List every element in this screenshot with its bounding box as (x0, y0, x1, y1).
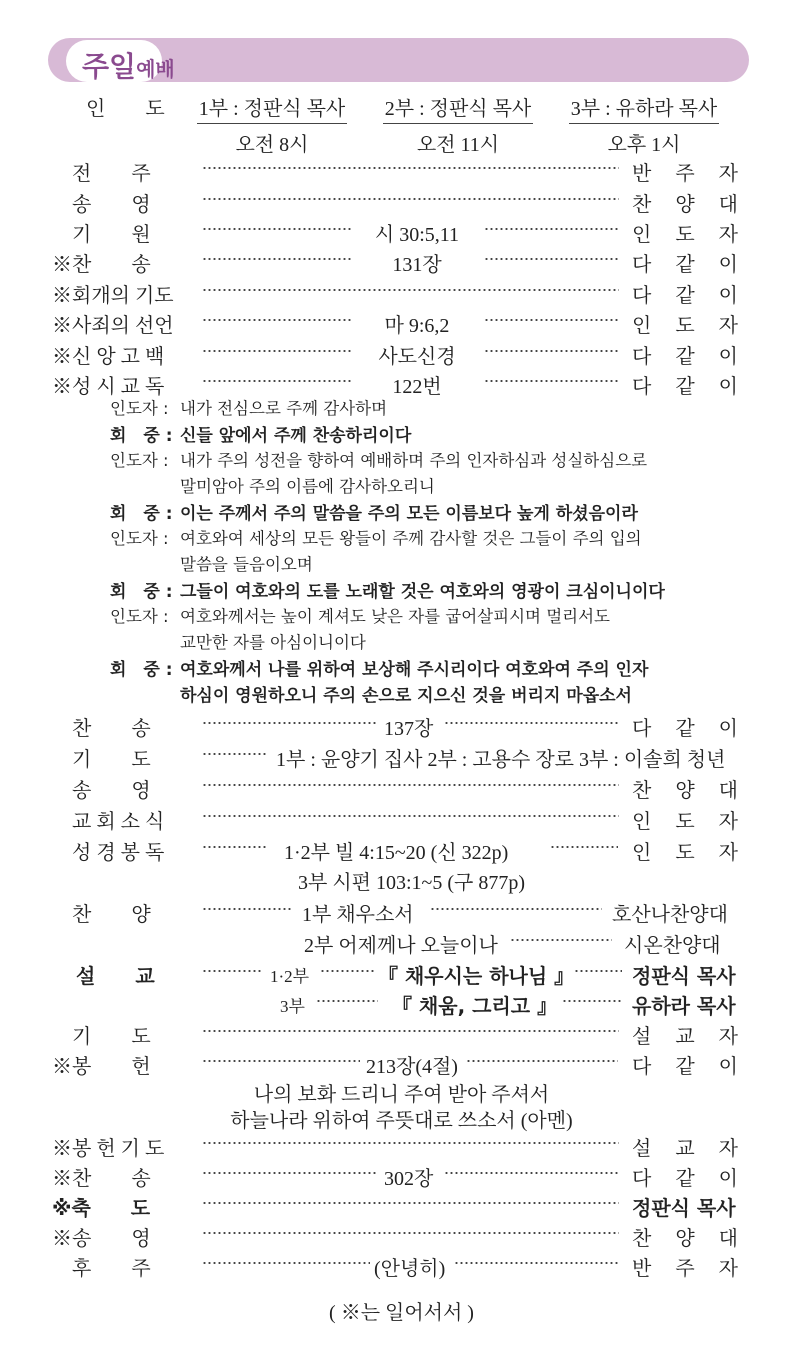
order-detail: 1부 : 윤양기 집사 2부 : 고용수 장로 3부 : 이솔희 청년 (276, 749, 726, 771)
response-text: 말씀을 들음이오며 (180, 555, 313, 574)
response-text: 말미암아 주의 이름에 감사하오리니 (180, 477, 435, 496)
order-role: 정판식 목사 (632, 1196, 736, 1220)
leader-dots (320, 970, 376, 972)
order-role: 인 도 자 (632, 315, 740, 337)
responder-label: 인도자 : (110, 529, 169, 548)
order-role: 다 같 이 (632, 254, 740, 276)
order-row-postlude (52, 1252, 742, 1282)
order-label: 후 주 (72, 1258, 151, 1280)
response-leader (110, 473, 435, 497)
order-row-news (52, 805, 742, 835)
order-role: 다 같 이 (632, 285, 740, 307)
order-label: ※봉 헌 (52, 1056, 151, 1078)
offering-lyric-2: 하늘나라 위하여 주뜻대로 쓰소서 (아멘) (230, 1110, 573, 1132)
order-role: 다 같 이 (632, 1168, 740, 1190)
order-label: 송 영 (72, 194, 151, 216)
order-label: ※찬 송 (52, 1168, 151, 1190)
section-title (82, 45, 175, 85)
response-leader (110, 447, 647, 471)
order-row-offering (52, 1050, 742, 1080)
order-role: 다 같 이 (632, 346, 740, 368)
order-row-anthem (52, 898, 742, 928)
response-text: 여호와여 세상의 모든 왕들이 주께 감사할 것은 그들이 주의 입의 (180, 529, 642, 548)
order-row-reading-2 (52, 866, 742, 896)
order-label: ※신 앙 고 백 (52, 346, 165, 368)
leader-dots (454, 1262, 619, 1264)
leader-dots (444, 1172, 619, 1174)
response-text: 여호와께서는 높이 계셔도 낮은 자를 굽어살피시며 멀리서도 (180, 607, 610, 626)
leader-dots (484, 319, 619, 321)
leader-dots (510, 939, 612, 941)
order-row-doxology-2 (52, 1222, 742, 1252)
leader-dots (316, 1000, 378, 1002)
response-leader (110, 525, 642, 549)
order-role: 정판식 목사 (632, 964, 736, 988)
order-row (52, 218, 742, 248)
responder-label: 회 중 : (110, 426, 173, 446)
order-detail: 3부 (280, 997, 305, 1016)
responder-label: 인도자 : (110, 451, 169, 470)
service-2-leader: 2부 : 정판식 목사 (383, 92, 533, 124)
leader-dots (444, 722, 619, 724)
order-row-doxology (52, 774, 742, 804)
order-detail: 213장(4절) (366, 1056, 458, 1078)
order-row-offering-prayer (52, 1132, 742, 1162)
leader-dots (574, 970, 622, 972)
order-row-anthem-2 (52, 929, 742, 959)
order-role: 인 도 자 (632, 224, 740, 246)
order-role: 설 교 자 (632, 1026, 740, 1048)
response-text: 그들이 여호와의 도를 노래할 것은 여호와의 영광이 크심이니이다 (180, 582, 665, 602)
order-role: 찬 양 대 (632, 1228, 740, 1250)
order-label: 송 영 (72, 780, 151, 802)
response-text: 여호와께서 나를 위하여 보상해 주시리이다 여호와여 주의 인자 (180, 660, 649, 680)
order-detail: 1·2부 (270, 967, 310, 986)
service-2 (383, 92, 533, 157)
response-congregation (110, 655, 648, 680)
order-label: ※축 도 (52, 1196, 151, 1220)
order-detail: 사도신경 (378, 346, 456, 368)
response-text: 하심이 영원하오니 주의 손으로 지으신 것을 버리지 마옵소서 (180, 686, 632, 706)
order-detail: 시 30:5,11 (374, 224, 460, 246)
order-role: 설 교 자 (632, 1138, 740, 1160)
service-3-leader: 3부 : 유하라 목사 (569, 92, 719, 124)
leader-dots (484, 258, 619, 260)
leader-dots (202, 319, 352, 321)
order-label: 기 도 (72, 749, 151, 771)
order-label: ※찬 송 (52, 254, 151, 276)
order-detail: 2부 어제께나 오늘이나 (304, 935, 498, 957)
order-role: 다 같 이 (632, 376, 740, 398)
order-row-hymn (52, 712, 742, 742)
section-title-main: 주일 (82, 50, 137, 83)
response-text: 이는 주께서 주의 말씀을 주의 모든 이름보다 높게 하셨음이라 (180, 504, 638, 524)
response-leader (110, 395, 387, 419)
service-1-time: 오전 8시 (235, 134, 309, 156)
response-leader (110, 629, 366, 653)
order-detail: 마 9:6,2 (384, 315, 450, 337)
order-role: 다 같 이 (632, 718, 740, 740)
leader-dots (202, 908, 292, 910)
leader-dots (202, 167, 619, 169)
responder-label: 회 중 : (110, 660, 173, 680)
order-detail: 137장 (384, 718, 434, 740)
order-role: 호산나찬양대 (612, 904, 728, 926)
leader-dots (202, 258, 352, 260)
response-text: 내가 전심으로 주께 감사하며 (180, 399, 388, 418)
leader-dots (202, 1172, 377, 1174)
order-detail: 131장 (392, 254, 442, 276)
leader-dots (202, 1202, 619, 1204)
service-1 (197, 92, 347, 157)
order-role: 반 주 자 (632, 1258, 740, 1280)
order-label: ※사죄의 선언 (52, 315, 174, 337)
responder-label: 인도자 : (110, 607, 169, 626)
order-role: 찬 양 대 (632, 194, 740, 216)
order-label: 성 경 봉 독 (72, 842, 165, 864)
order-row-sermon-2 (52, 990, 742, 1020)
order-row (52, 248, 742, 278)
leader-dots (202, 784, 619, 786)
order-label: ※성 시 교 독 (52, 376, 165, 398)
leader-dots (202, 228, 352, 230)
leader-dots (202, 1030, 619, 1032)
leader-dots (430, 908, 602, 910)
sermon-title: 『 채움, 그리고 』 (392, 994, 558, 1018)
response-congregation (110, 421, 411, 446)
leader-dots (202, 289, 619, 291)
order-row (52, 279, 742, 309)
service-3-time: 오후 1시 (607, 134, 681, 156)
offering-lyric-1: 나의 보화 드리니 주여 받아 주셔서 (253, 1084, 550, 1106)
leader-dots (202, 380, 352, 382)
order-label: 기 원 (72, 224, 151, 246)
response-leader (110, 551, 313, 575)
order-row-hymn-2 (52, 1162, 742, 1192)
responder-label: 회 중 : (110, 582, 173, 602)
response-congregation (110, 577, 665, 602)
order-label: ※송 영 (52, 1228, 151, 1250)
response-text: 신들 앞에서 주께 찬송하리이다 (180, 426, 412, 446)
service-2-time: 오전 11시 (416, 134, 500, 156)
leader-dots (202, 815, 619, 817)
order-detail: 122번 (392, 376, 442, 398)
leader-dots (202, 1232, 619, 1234)
order-row-benediction (52, 1192, 742, 1222)
order-label: 교 회 소 식 (72, 811, 165, 833)
order-role: 찬 양 대 (632, 780, 740, 802)
leader-dots (202, 753, 267, 755)
service-1-leader: 1부 : 정판식 목사 (197, 92, 347, 124)
responder-label: 인도자 : (110, 399, 169, 418)
order-row-reading (52, 836, 742, 866)
leader-dots (562, 1000, 622, 1002)
order-row-sermon (52, 960, 742, 990)
order-row (52, 340, 742, 370)
leader-dots (484, 228, 619, 230)
response-congregation (110, 681, 632, 706)
leader-dots (202, 722, 377, 724)
order-row (52, 309, 742, 339)
order-detail: 1·2부 빌 4:15~20 (신 322p) (284, 842, 509, 864)
order-label: 전 주 (72, 163, 151, 185)
order-row (52, 188, 742, 218)
leader-dots (202, 198, 619, 200)
order-row (52, 157, 742, 187)
order-row-prayer (52, 743, 742, 773)
leader-dots (202, 970, 262, 972)
order-detail: 1부 채우소서 (302, 904, 414, 926)
leader-dots (466, 1060, 618, 1062)
responder-label: 회 중 : (110, 504, 173, 524)
leader-dots (202, 1060, 360, 1062)
service-3 (569, 92, 719, 157)
order-label: 찬 양 (72, 904, 151, 926)
order-role: 인 도 자 (632, 842, 740, 864)
response-congregation (110, 499, 638, 524)
order-row-prayer-2 (52, 1020, 742, 1050)
leaders-label: 인 도 (86, 98, 165, 120)
leader-dots (202, 1142, 619, 1144)
order-role: 다 같 이 (632, 1056, 740, 1078)
order-role: 유하라 목사 (632, 994, 736, 1018)
standing-note: ( ※는 일어서서 ) (329, 1302, 474, 1324)
leader-dots (202, 846, 267, 848)
order-role: 반 주 자 (632, 163, 740, 185)
sermon-title: 『 채우시는 하나님 』 (378, 964, 575, 988)
order-label: 기 도 (72, 1026, 151, 1048)
leader-dots (202, 1262, 370, 1264)
order-label: 설 교 (76, 964, 155, 988)
section-title-sub: 예배 (136, 57, 175, 81)
order-label: 찬 송 (72, 718, 151, 740)
order-role: 시온찬양대 (624, 935, 721, 957)
response-text: 교만한 자를 아심이니이다 (180, 633, 366, 652)
order-label: ※봉 헌 기 도 (52, 1138, 165, 1160)
order-detail: 3부 시편 103:1~5 (구 877p) (298, 872, 525, 894)
response-leader (110, 603, 610, 627)
response-text: 내가 주의 성전을 향하여 예배하며 주의 인자하심과 성실하심으로 (180, 451, 648, 470)
leader-dots (484, 350, 619, 352)
leader-dots (202, 350, 352, 352)
leader-dots (484, 380, 619, 382)
order-label: ※회개의 기도 (52, 285, 174, 307)
leader-dots (550, 846, 618, 848)
order-detail: 302장 (384, 1168, 434, 1190)
order-detail: (안녕히) (374, 1258, 446, 1280)
order-role: 인 도 자 (632, 811, 740, 833)
